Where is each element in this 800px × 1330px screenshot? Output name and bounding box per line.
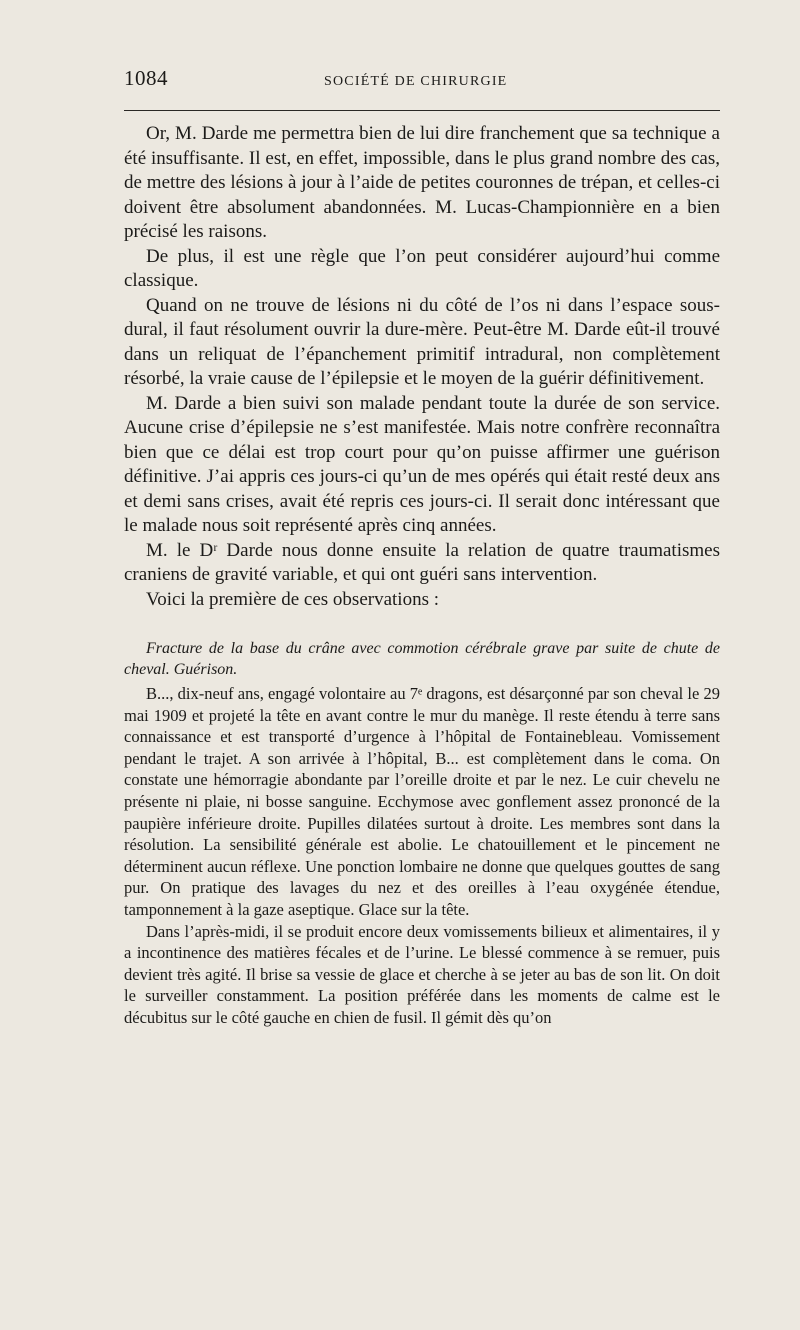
body-text [124,122,720,1029]
paragraph: Or, M. Darde me permettra bien de lui dire franchement que sa technique a été insuffisante. Il est, en effet, impossible, dans le plus grand nombre des cas, de mettre des lésions à jour à l’aide de petites couronnes de trépan, et celles-ci doivent être absolument abandonnées. M. Lucas-Championnière en a bien précisé les raisons. [124,123,720,242]
main-discussion [124,122,720,612]
page-number: 1084 [124,66,168,90]
running-head: SOCIÉTÉ DE CHIRURGIE [324,74,508,89]
observation-paragraph: Dans l’après-midi, il se produit encore deux vomissements bilieux et alimentaires, il y a incontinence des matières fécales et de l’urine. Le blessé commence à se remuer, puis devient très agité. Il brise sa vessie de glace et cherche à se jeter au bas de son lit. On doit le surveiller constamment. La position préférée dans les moments de calme est le décubitus sur le côté gauche en chien de fusil. Il gémit dès qu’on [124,921,720,1027]
paragraph: Voici la première de ces observations : [146,588,439,610]
header-rule [124,110,720,111]
observation-paragraph: B..., dix-neuf ans, engagé volontaire au 7ᵉ dragons, est désarçonné par son cheval le 29 mai 1909 et projeté la tête en avant contre le mur du manège. Il reste étendu à terre sans connaissance et est transporté d’urgence à l’hôpital de Fontainebleau. Vomissement pendant le trajet. A son arrivée à l’hôpital, B... est complètement dans le coma. On constate une hémorragie abondante par l’oreille droite et par le nez. Le cuir chevelu ne présente ni plaie, ni bosse sanguine. Ecchymose avec gonflement assez prononcé de la paupière inférieure droite. Pupilles dilatées surtout à droite. Les membres sont dans la résolution. La sensibilité générale est abolie. Le chatouillement et le pincement ne déterminent aucun réflexe. Une ponction lombaire ne donne que quelques gouttes de sang pur. On pratique des lavages du nez et des oreilles à l’eau oxygénée étendue, tamponnement à la gaze aseptique. Glace sur la tête. [124,684,720,919]
paragraph: M. Darde a bien suivi son malade pendant toute la durée de son service. Aucune crise d’épilepsie ne s’est manifestée. Mais notre confrère reconnaîtra bien que ce délai est trop court pour qu’on puisse affirmer une guérison définitive. J’ai appris ces jours-ci qu’un de mes opérés qui était resté deux ans et demi sans crises, avait été repris ces jours-ci. Il serait donc intéressant que le malade nous soit représenté après cinq années. [124,392,720,536]
paragraph: M. le Dʳ Darde nous donne ensuite la relation de quatre traumatismes craniens de gravité variable, et qui ont guéri sans intervention. [124,539,720,585]
page-header [124,66,718,100]
observation [124,638,720,1029]
observation-title: Fracture de la base du crâne avec commotion cérébrale grave par suite de chute de cheval. Guérison. [124,640,720,678]
paragraph: Quand on ne trouve de lésions ni du côté de l’os ni dans l’espace sous-dural, il faut résolument ouvrir la dure-mère. Peut-être M. Darde eût-il trouvé dans un reliquat de l’épanchement primitif intradural, non complètement résorbé, la vraie cause de l’épilepsie et le moyen de la guérir définitivement. [124,294,720,389]
paragraph: De plus, il est une règle que l’on peut considérer aujourd’hui comme classique. [124,245,720,291]
